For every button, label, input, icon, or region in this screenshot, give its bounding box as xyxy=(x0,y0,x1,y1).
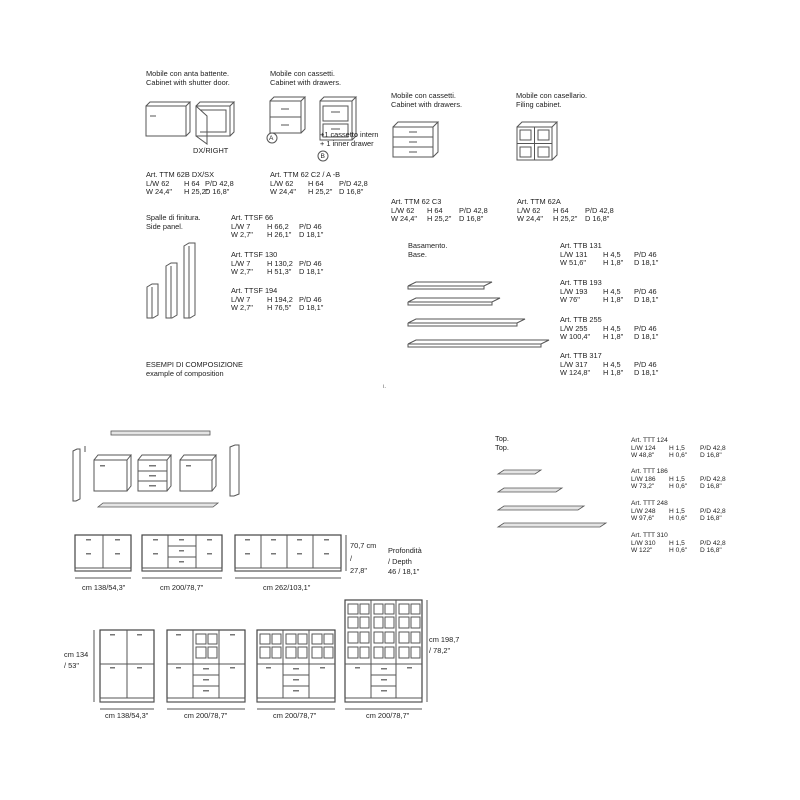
spec-h-in: H 0,6" xyxy=(669,483,688,491)
spec-h: H 4,5 xyxy=(603,286,621,296)
marker-b-label: B xyxy=(320,153,325,160)
dim-height-cm: 70,7 cm xyxy=(350,541,377,550)
spec-h: H 64 xyxy=(184,178,200,188)
spec-w: L/W 186 xyxy=(631,475,656,483)
cabinet-three-drawers-drawing xyxy=(393,122,438,157)
caption-en: Side panel. xyxy=(146,221,183,231)
stray-mark: ι. xyxy=(383,384,386,390)
caption-en: Filing cabinet. xyxy=(516,99,562,109)
bases-drawing xyxy=(408,282,549,347)
caption-it: Mobile con cassetti. xyxy=(270,69,335,78)
spec-w-in: W 24,4" xyxy=(146,187,173,197)
tops-drawing xyxy=(498,470,606,527)
caption-it: Top. xyxy=(495,434,509,443)
dim-height-in: / 53" xyxy=(64,660,79,670)
spec-h: H 4,5 xyxy=(603,249,621,259)
spec-h: H 4,5 xyxy=(603,323,621,333)
spec-d: P/D 42,8 xyxy=(700,475,726,483)
spec-w: L/W 317 xyxy=(560,359,588,369)
caption-en: Base. xyxy=(408,249,427,259)
dim-height-1987 xyxy=(429,636,459,655)
spec-h-in: H 25,2" xyxy=(553,214,578,224)
spec-ttt248 xyxy=(631,500,726,523)
side-panels-drawing xyxy=(147,243,195,318)
drawers-cabinet-caption xyxy=(270,70,341,87)
spec-w: L/W 124 xyxy=(631,444,656,452)
spec-h-in: H 76,5" xyxy=(267,303,292,313)
spec-w-in: W 51,6" xyxy=(560,258,587,268)
caption-it: Mobile con anta battente. xyxy=(146,69,229,78)
spec-ttm62c2 xyxy=(270,171,368,197)
spec-d: P/D 42,8 xyxy=(700,539,726,547)
spec-h: H 64 xyxy=(553,205,569,215)
spec-d: P/D 42,8 xyxy=(205,178,234,188)
spec-d-in: D 18,1" xyxy=(299,303,324,313)
spec-code: Art. TTSF 194 xyxy=(231,286,278,295)
shutter-cabinet-caption xyxy=(146,70,230,87)
spec-ttb317 xyxy=(560,352,658,378)
spec-w-in: W 2,7" xyxy=(231,230,253,240)
spec-code: Art. TTB 255 xyxy=(560,315,602,324)
spec-h-in: H 0,6" xyxy=(669,547,688,555)
spec-d: P/D 42,8 xyxy=(700,507,726,515)
side-label: DX/RIGHT xyxy=(193,146,229,155)
depth-it: Profondità xyxy=(388,546,422,555)
spec-d-in: D 16,8" xyxy=(585,214,610,224)
spec-ttsf194 xyxy=(231,287,323,313)
spec-code: Art. TTM 62B DX/SX xyxy=(146,170,215,179)
spec-code: Art. TTT 248 xyxy=(631,500,668,507)
spec-h: H 4,5 xyxy=(603,359,621,369)
spec-ttt124 xyxy=(631,437,726,460)
caption-en: Cabinet with drawers. xyxy=(391,99,463,109)
spec-ttb193 xyxy=(560,279,658,305)
spec-d: P/D 46 xyxy=(299,221,322,231)
composition-row2-drawing xyxy=(94,600,427,709)
spec-code: Art. TTM 62 C2 / A -B xyxy=(270,170,341,179)
filing-cabinet-caption xyxy=(516,92,587,109)
spec-code: Art. TTSF 66 xyxy=(231,213,274,222)
spec-h-in: H 26,1" xyxy=(267,230,292,240)
spec-w: L/W 62 xyxy=(391,205,415,215)
spec-w-in: W 2,7" xyxy=(231,267,253,277)
top-caption xyxy=(495,435,509,452)
filing-cabinet-drawing xyxy=(517,122,557,160)
dim-width-138: cm 138/54,3" xyxy=(82,583,126,592)
spec-ttm62a xyxy=(517,198,614,224)
side-panel-caption xyxy=(146,214,201,231)
spec-ttsf130 xyxy=(231,251,323,277)
dim-width-262: cm 262/103,1" xyxy=(263,583,311,592)
spec-w: L/W 255 xyxy=(560,323,588,333)
spec-w: L/W 62 xyxy=(270,178,294,188)
dim-height-134 xyxy=(64,651,88,670)
spec-w: L/W 7 xyxy=(231,258,251,268)
spec-code: Art. TTB 317 xyxy=(560,351,602,360)
spec-d: P/D 42,8 xyxy=(339,178,368,188)
dim-width-200: cm 200/78,7" xyxy=(160,583,204,592)
spec-d: P/D 46 xyxy=(634,286,657,296)
spec-d-in: D 18,1" xyxy=(299,230,324,240)
spec-ttb131 xyxy=(560,242,658,268)
spec-h-in: H 0,6" xyxy=(669,452,688,460)
spec-code: Art. TTT 124 xyxy=(631,437,668,444)
spec-d-in: D 16,8" xyxy=(459,214,484,224)
caption-it: Mobile con casellario. xyxy=(516,91,588,100)
spec-w-in: W 122" xyxy=(631,547,653,555)
spec-code: Art. TTM 62A xyxy=(517,197,561,206)
spec-h: H 64 xyxy=(308,178,324,188)
dim-depth xyxy=(388,547,422,577)
caption-it: Basamento. xyxy=(408,241,448,250)
spec-h-in: H 51,3" xyxy=(267,267,292,277)
dim-height-in: 27,8" xyxy=(350,566,368,576)
spec-d-in: D 18,1" xyxy=(299,267,324,277)
heading-en: example of composition xyxy=(146,368,224,378)
spec-h: H 1,5 xyxy=(669,507,685,515)
spec-d: P/D 42,8 xyxy=(585,205,614,215)
spec-w: L/W 310 xyxy=(631,539,656,547)
spec-h: H 64 xyxy=(427,205,443,215)
cabinet-drawers-ab-drawing xyxy=(270,97,305,133)
spec-code: Art. TTT 186 xyxy=(631,468,668,475)
composition-examples-heading xyxy=(146,361,243,378)
dim-height-cm: cm 134 xyxy=(64,650,89,659)
spec-h-in: H 0,6" xyxy=(669,515,688,523)
inner-drawer-note xyxy=(320,131,379,148)
note-en: + 1 inner drawer xyxy=(320,138,374,148)
dim-height-in: / 78,2" xyxy=(429,645,451,655)
spec-code: Art. TTM 62 C3 xyxy=(391,197,442,206)
spec-w: L/W 62 xyxy=(517,205,541,215)
spec-h: H 1,5 xyxy=(669,475,685,483)
spec-w: L/W 7 xyxy=(231,221,251,231)
spec-h: H 1,5 xyxy=(669,539,685,547)
spec-w-in: W 73,2" xyxy=(631,483,655,491)
spec-d-in: D 18,1" xyxy=(634,258,659,268)
spec-ttb255 xyxy=(560,316,658,342)
cabinet-shutter-open-drawing xyxy=(196,102,234,144)
spec-d-in: D 18,1" xyxy=(634,295,659,305)
dim-height-cm: cm 198,7 xyxy=(429,635,460,644)
caption-en: Cabinet with shutter door. xyxy=(146,77,230,87)
spec-d-in: D 18,1" xyxy=(634,368,659,378)
spec-code: Art. TTT 310 xyxy=(631,532,668,539)
spec-h-in: H 25,2" xyxy=(308,187,333,197)
spec-h-in: H 1,8" xyxy=(603,295,624,305)
spec-code: Art. TTB 131 xyxy=(560,241,602,250)
spec-w: L/W 62 xyxy=(146,178,170,188)
spec-d-in: D 16,8" xyxy=(700,515,722,523)
dim-height-sep: / xyxy=(350,553,353,563)
spec-d-in: D 16,8" xyxy=(700,483,722,491)
three-drawers-caption xyxy=(391,92,462,109)
spec-code: Art. TTB 193 xyxy=(560,278,602,287)
spec-w-in: W 124,8" xyxy=(560,368,591,378)
marker-a-label: A xyxy=(269,135,274,142)
spec-d-in: D 16,8" xyxy=(700,547,722,555)
cabinet-shutter-closed-drawing xyxy=(146,102,190,136)
spec-w: L/W 131 xyxy=(560,249,588,259)
spec-h: H 130,2 xyxy=(267,258,293,268)
spec-d: P/D 46 xyxy=(634,323,657,333)
dim-width-138-b: cm 138/54,3" xyxy=(105,711,149,720)
spec-ttt310 xyxy=(631,532,726,555)
spec-ttm62c3 xyxy=(391,198,488,224)
dim-width-200-d: cm 200/78,7" xyxy=(366,711,410,720)
depth-value: 46 / 18,1" xyxy=(388,567,420,577)
spec-w: L/W 7 xyxy=(231,294,251,304)
spec-w-in: W 48,8" xyxy=(631,452,655,460)
spec-d: P/D 46 xyxy=(299,294,322,304)
note-it: +1 cassetto intern xyxy=(320,130,379,139)
spec-h-in: H 1,8" xyxy=(603,332,624,342)
spec-h-in: H 1,8" xyxy=(603,368,624,378)
spec-ttm62b xyxy=(146,171,234,197)
spec-d: P/D 42,8 xyxy=(700,444,726,452)
spec-h: H 1,5 xyxy=(669,444,685,452)
base-caption xyxy=(408,242,447,259)
spec-h: H 194,2 xyxy=(267,294,293,304)
caption-en: Cabinet with drawers. xyxy=(270,77,342,87)
spec-d-in: D 18,1" xyxy=(634,332,659,342)
spec-w-in: W 100,4" xyxy=(560,332,591,342)
spec-w-in: W 24,4" xyxy=(517,214,544,224)
spec-ttt186 xyxy=(631,468,726,491)
spec-h-in: H 25,2" xyxy=(427,214,452,224)
spec-d-in: D 16,8" xyxy=(339,187,364,197)
spec-w-in: W 76" xyxy=(560,295,580,305)
spec-w-in: W 24,4" xyxy=(391,214,418,224)
spec-w-in: W 24,4" xyxy=(270,187,297,197)
depth-en: / Depth xyxy=(388,556,412,566)
spec-h: H 66,2 xyxy=(267,221,289,231)
dim-height-707 xyxy=(350,542,376,576)
caption-it: Mobile con cassetti. xyxy=(391,91,456,100)
spec-w: L/W 193 xyxy=(560,286,588,296)
spec-d: P/D 42,8 xyxy=(459,205,488,215)
spec-d-in: D 16,8" xyxy=(205,187,230,197)
spec-w-in: W 97,6" xyxy=(631,515,655,523)
spec-h-in: H 1,8" xyxy=(603,258,624,268)
spec-ttsf66 xyxy=(231,214,323,240)
dim-width-200-c: cm 200/78,7" xyxy=(273,711,317,720)
spec-d-in: D 16,8" xyxy=(700,452,722,460)
composition-row1-drawing xyxy=(75,535,346,578)
dim-width-200-b: cm 200/78,7" xyxy=(184,711,228,720)
spec-w-in: W 2,7" xyxy=(231,303,253,313)
spec-d: P/D 46 xyxy=(299,258,322,268)
spec-code: Art. TTSF 130 xyxy=(231,250,278,259)
spec-d: P/D 46 xyxy=(634,249,657,259)
heading-it: ESEMPI DI COMPOSIZIONE xyxy=(146,360,243,369)
caption-en: Top. xyxy=(495,442,509,452)
spec-w: L/W 248 xyxy=(631,507,656,515)
caption-it: Spalle di finitura. xyxy=(146,213,201,222)
exploded-composition-drawing xyxy=(73,431,239,507)
spec-h-in: H 25,2" xyxy=(184,187,209,197)
spec-d: P/D 46 xyxy=(634,359,657,369)
